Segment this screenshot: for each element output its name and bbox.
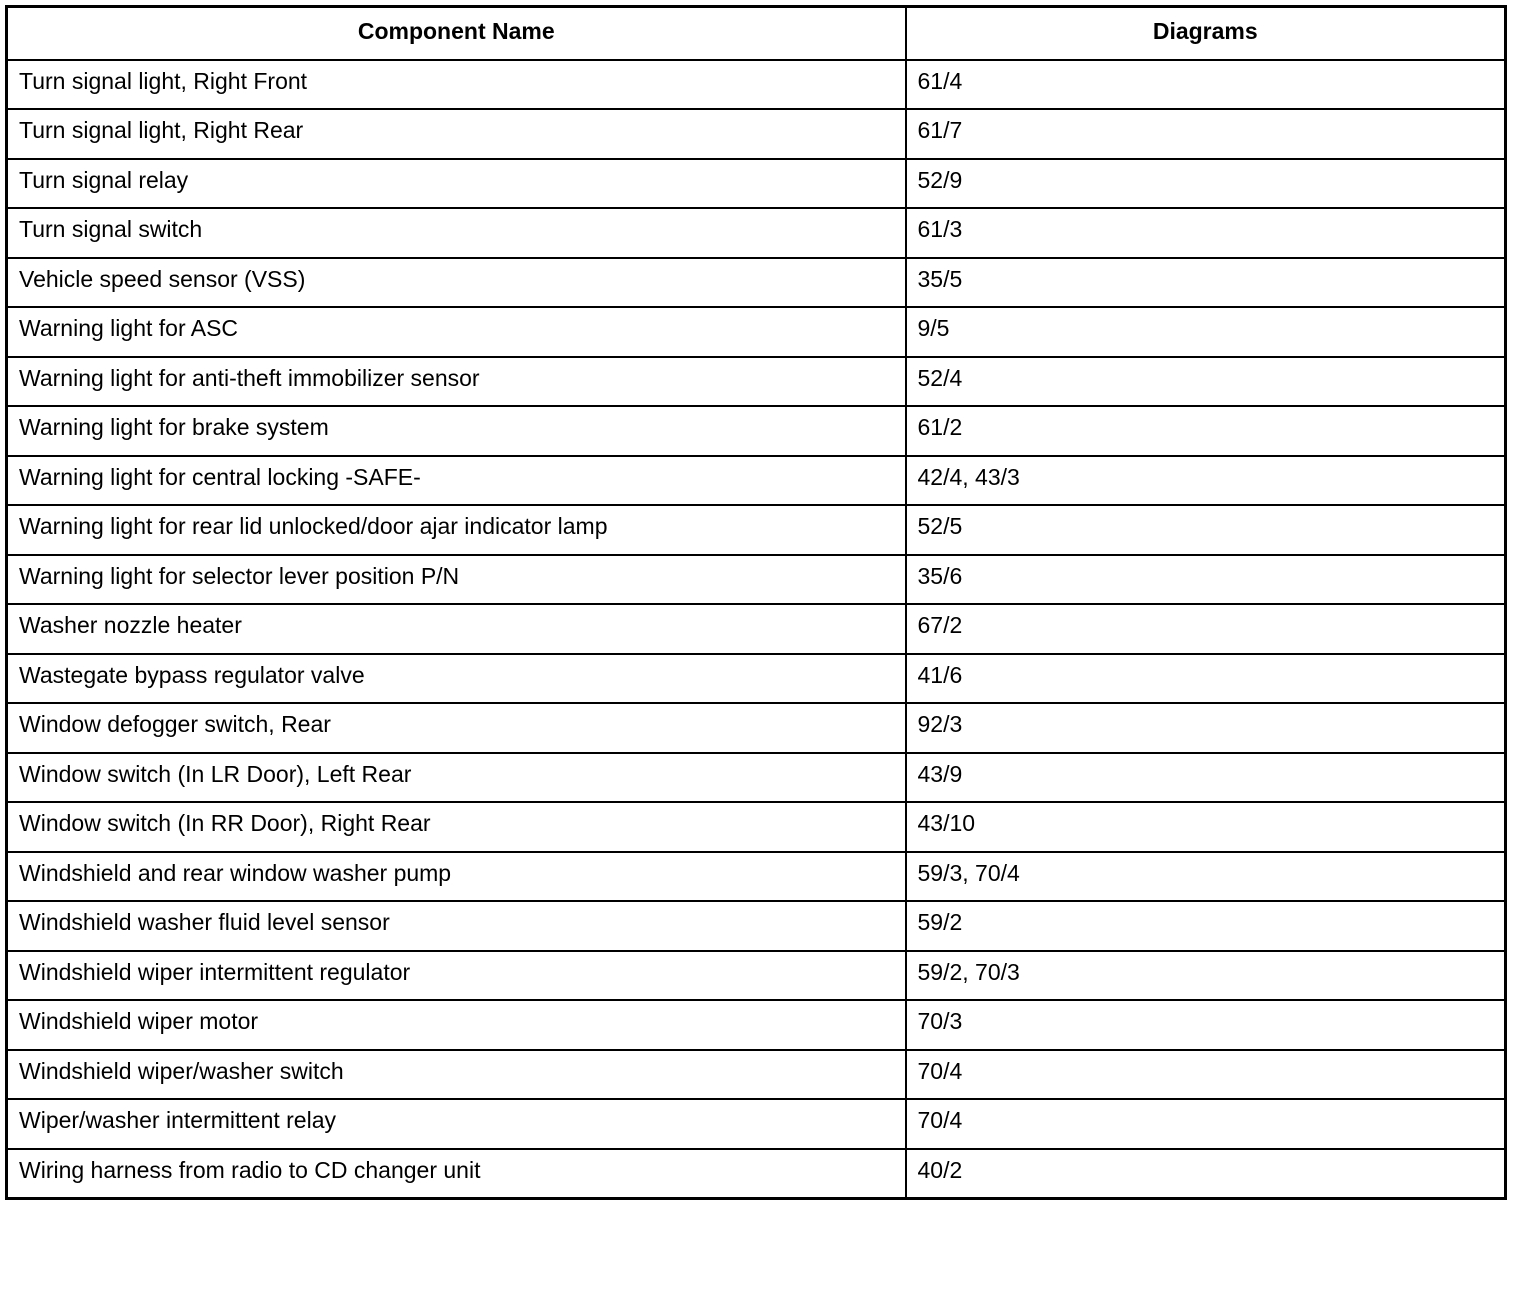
diagrams-cell: 61/4 [906, 60, 1506, 110]
table-row [7, 1050, 1506, 1100]
diagrams-cell: 41/6 [906, 654, 1506, 704]
table-row [7, 208, 1506, 258]
diagrams-cell: 43/10 [906, 802, 1506, 852]
diagrams-cell: 59/2 [906, 901, 1506, 951]
diagrams-cell: 70/3 [906, 1000, 1506, 1050]
component-name-cell: Window defogger switch, Rear [7, 703, 906, 753]
component-name-cell: Window switch (In LR Door), Left Rear [7, 753, 906, 803]
table-row [7, 1149, 1506, 1199]
column-header-component-name: Component Name [7, 7, 906, 60]
component-name-cell: Turn signal light, Right Rear [7, 109, 906, 159]
component-name-cell: Warning light for central locking -SAFE- [7, 456, 906, 506]
component-name-cell: Wiper/washer intermittent relay [7, 1099, 906, 1149]
diagrams-cell: 52/5 [906, 505, 1506, 555]
table-row [7, 753, 1506, 803]
table-row [7, 1099, 1506, 1149]
diagrams-cell: 70/4 [906, 1099, 1506, 1149]
diagrams-cell: 61/2 [906, 406, 1506, 456]
component-name-cell: Windshield wiper/washer switch [7, 1050, 906, 1100]
table-row [7, 1000, 1506, 1050]
table-row [7, 406, 1506, 456]
component-name-cell: Windshield wiper motor [7, 1000, 906, 1050]
component-name-cell: Warning light for anti-theft immobilizer sensor [7, 357, 906, 407]
table-row [7, 901, 1506, 951]
component-name-cell: Windshield and rear window washer pump [7, 852, 906, 902]
component-diagram-table [5, 5, 1507, 1200]
component-name-cell: Turn signal light, Right Front [7, 60, 906, 110]
table-row [7, 654, 1506, 704]
diagrams-cell: 92/3 [906, 703, 1506, 753]
component-name-cell: Wiring harness from radio to CD changer unit [7, 1149, 906, 1199]
component-name-cell: Wastegate bypass regulator valve [7, 654, 906, 704]
component-name-cell: Washer nozzle heater [7, 604, 906, 654]
column-header-diagrams: Diagrams [906, 7, 1506, 60]
diagrams-cell: 9/5 [906, 307, 1506, 357]
table-row [7, 555, 1506, 605]
table-row [7, 109, 1506, 159]
diagrams-cell: 43/9 [906, 753, 1506, 803]
table-row [7, 505, 1506, 555]
table-row [7, 703, 1506, 753]
diagrams-cell: 40/2 [906, 1149, 1506, 1199]
table-row [7, 60, 1506, 110]
component-name-cell: Window switch (In RR Door), Right Rear [7, 802, 906, 852]
diagrams-cell: 35/5 [906, 258, 1506, 308]
component-name-cell: Turn signal relay [7, 159, 906, 209]
table-row [7, 852, 1506, 902]
table-row [7, 802, 1506, 852]
diagrams-cell: 59/3, 70/4 [906, 852, 1506, 902]
diagrams-cell: 52/9 [906, 159, 1506, 209]
component-name-cell: Windshield washer fluid level sensor [7, 901, 906, 951]
diagrams-cell: 35/6 [906, 555, 1506, 605]
table-row [7, 159, 1506, 209]
component-name-cell: Warning light for brake system [7, 406, 906, 456]
table-row [7, 456, 1506, 506]
diagrams-cell: 61/3 [906, 208, 1506, 258]
table-row [7, 258, 1506, 308]
table-row [7, 604, 1506, 654]
component-name-cell: Vehicle speed sensor (VSS) [7, 258, 906, 308]
diagrams-cell: 52/4 [906, 357, 1506, 407]
diagrams-cell: 61/7 [906, 109, 1506, 159]
table-row [7, 307, 1506, 357]
component-name-cell: Warning light for rear lid unlocked/door ajar indicator lamp [7, 505, 906, 555]
diagrams-cell: 67/2 [906, 604, 1506, 654]
component-name-cell: Windshield wiper intermittent regulator [7, 951, 906, 1001]
component-name-cell: Warning light for selector lever position P/N [7, 555, 906, 605]
diagrams-cell: 42/4, 43/3 [906, 456, 1506, 506]
component-name-cell: Turn signal switch [7, 208, 906, 258]
table-row [7, 951, 1506, 1001]
table-body [7, 60, 1506, 1199]
component-name-cell: Warning light for ASC [7, 307, 906, 357]
table-row [7, 357, 1506, 407]
table-header-row [7, 7, 1506, 60]
diagrams-cell: 59/2, 70/3 [906, 951, 1506, 1001]
diagrams-cell: 70/4 [906, 1050, 1506, 1100]
